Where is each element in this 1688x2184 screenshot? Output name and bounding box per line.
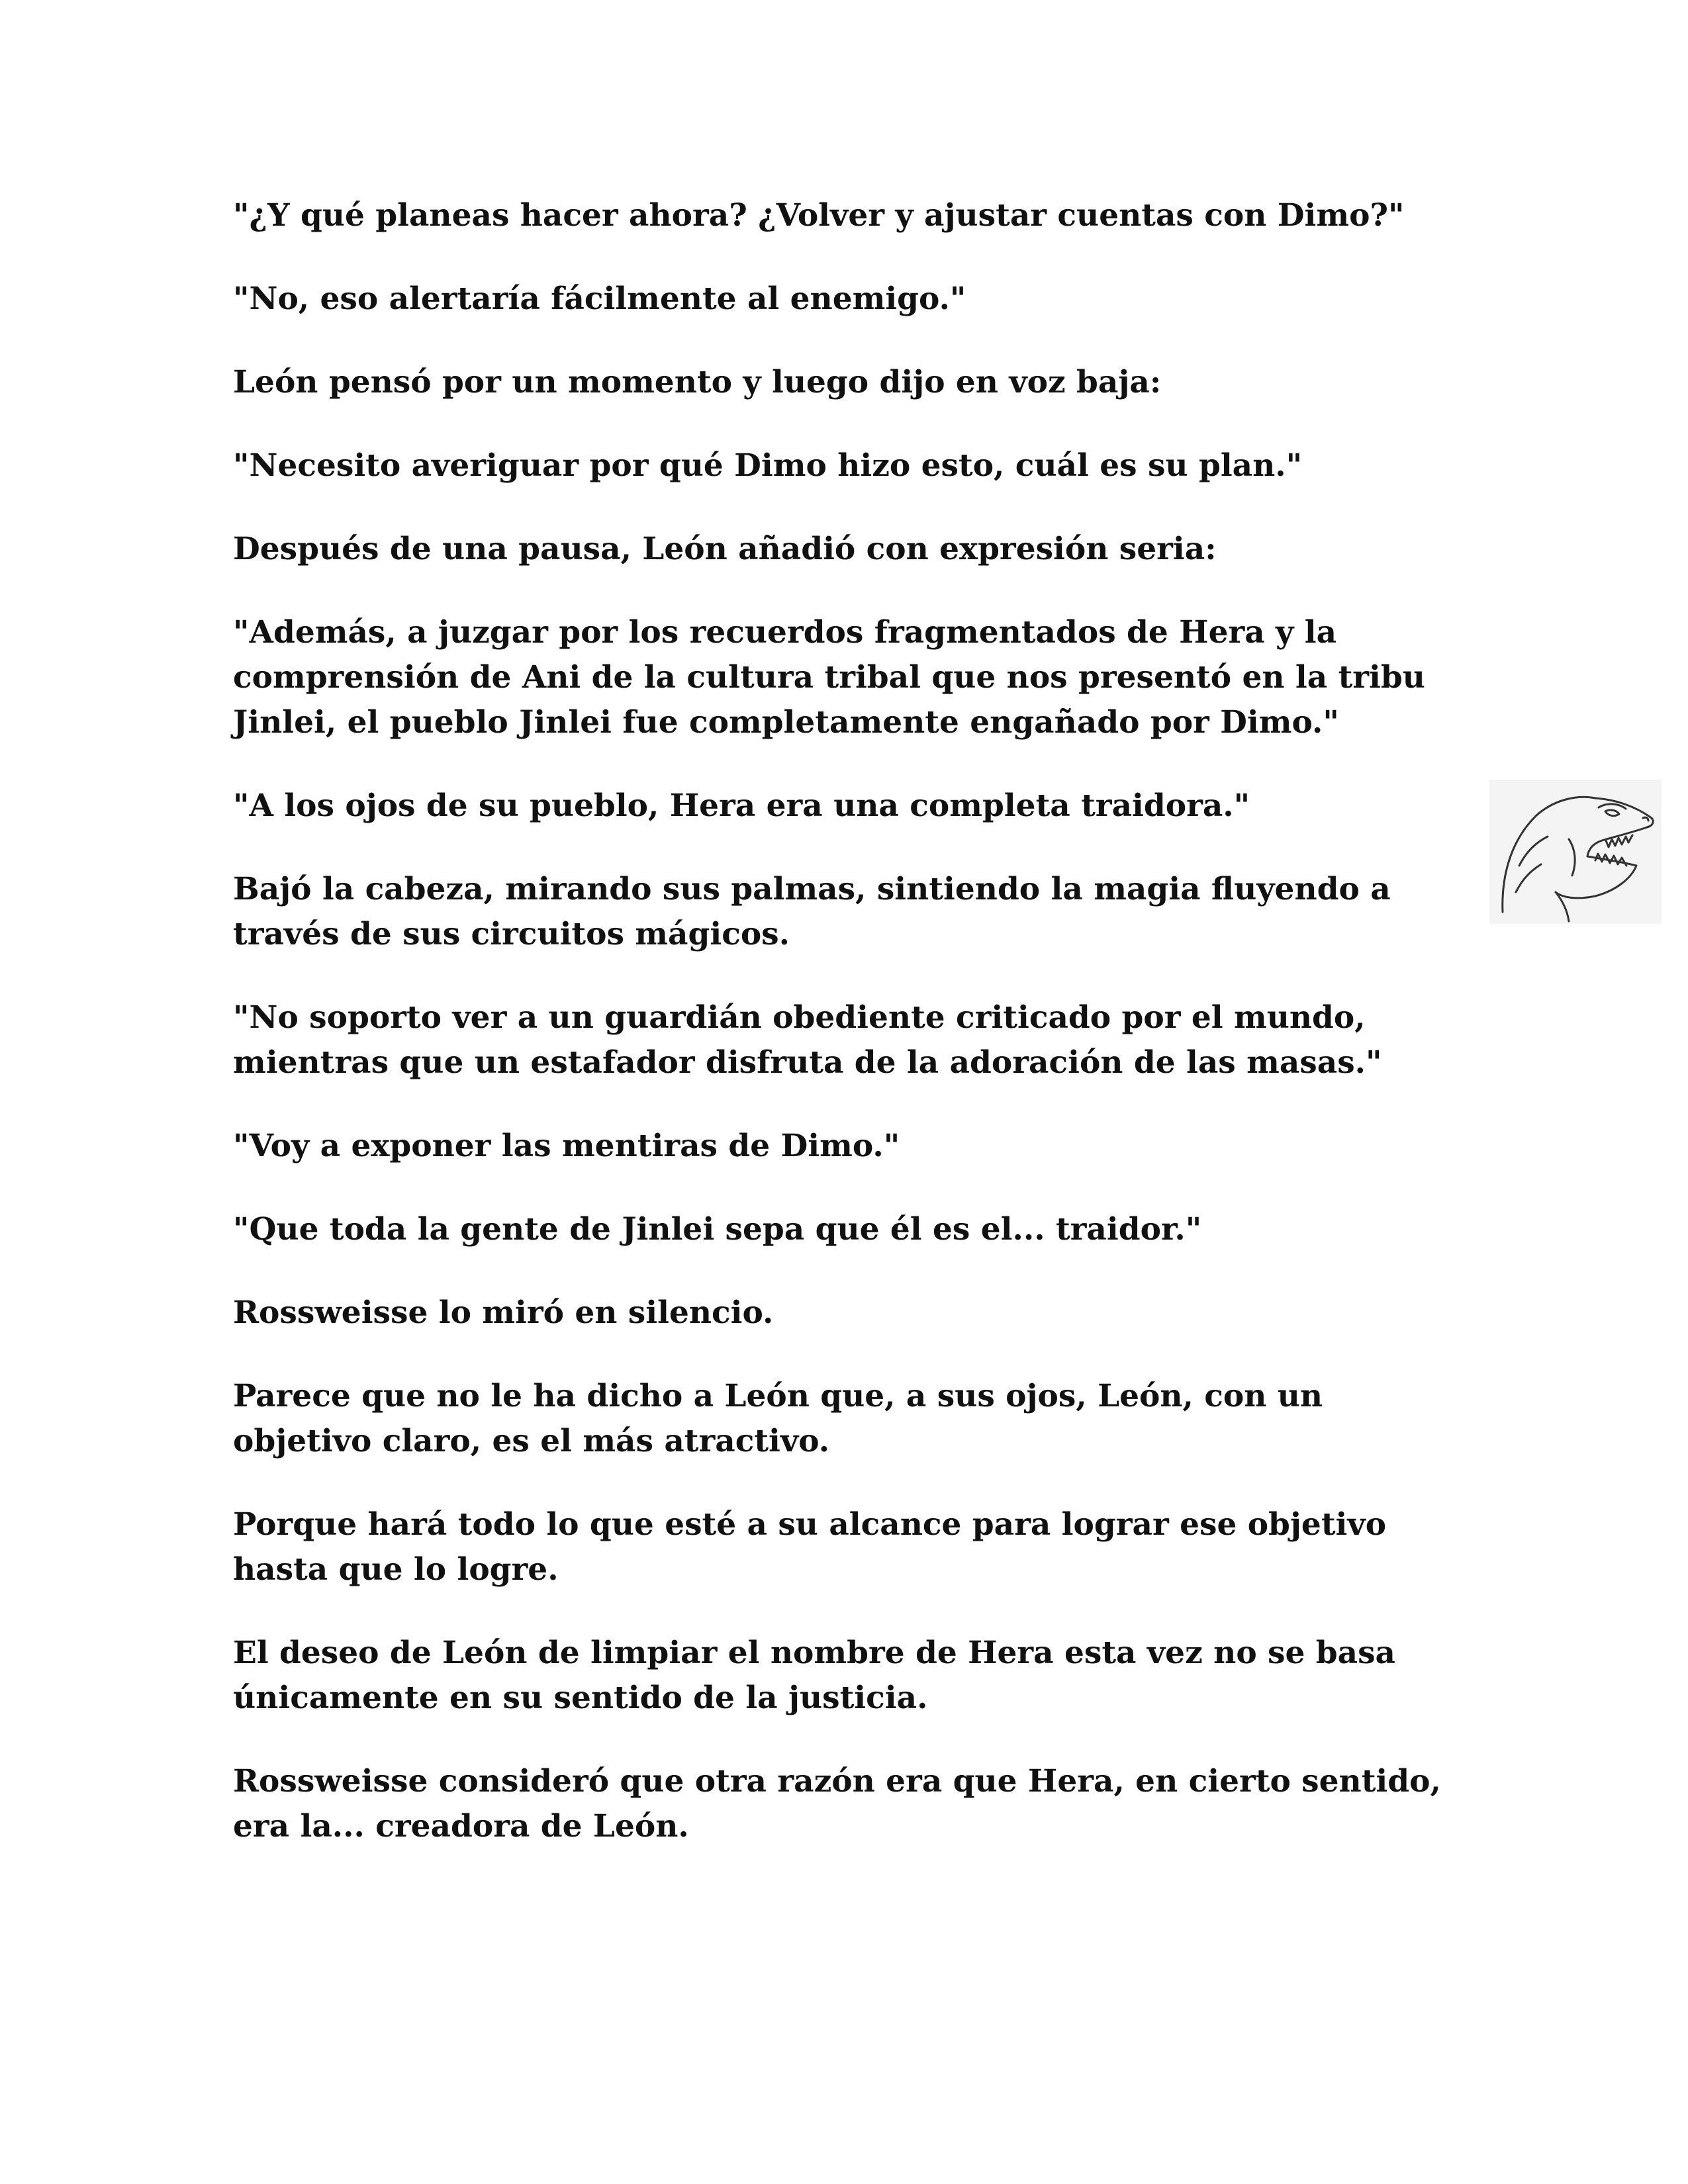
dinosaur-sketch-icon xyxy=(1489,780,1662,924)
paragraph: "Que toda la gente de Jinlei sepa que él es el... traidor." xyxy=(233,1211,1202,1248)
paragraph: Rossweisse consideró que otra razón era que Hera, en cierto sentido, era la... creadora de León. xyxy=(233,1763,1441,1844)
paragraph: León pensó por un momento y luego dijo en voz baja: xyxy=(233,364,1162,400)
paragraph: "No soporto ver a un guardián obediente criticado por el mundo, mientras que un estafador disfruta de la adoración de las masas." xyxy=(233,999,1382,1081)
paragraph: "Voy a exponer las mentiras de Dimo." xyxy=(233,1128,900,1164)
paragraph: "Además, a juzgar por los recuerdos fragmentados de Hera y la comprensión de Ani de la cultura tribal que nos presentó en la tribu Jinlei, el pueblo Jinlei fue completamente engañado por Dimo." xyxy=(233,614,1425,741)
paragraph: Porque hará todo lo que esté a su alcance para lograr ese objetivo hasta que lo logre. xyxy=(233,1506,1387,1588)
paragraph: Rossweisse lo miró en silencio. xyxy=(233,1295,774,1331)
paragraph: "A los ojos de su pueblo, Hera era una completa traidora." xyxy=(233,788,1250,824)
paragraph: Bajó la cabeza, mirando sus palmas, sintiendo la magia fluyendo a través de sus circuitos mágicos. xyxy=(233,871,1391,952)
paragraph: "¿Y qué planeas hacer ahora? ¿Volver y ajustar cuentas con Dimo?" xyxy=(233,197,1405,234)
paragraph: Parece que no le ha dicho a León que, a sus ojos, León, con un objetivo claro, es el más atractivo. xyxy=(233,1378,1323,1459)
story-text xyxy=(233,193,1458,1888)
paragraph: Después de una pausa, León añadió con expresión seria: xyxy=(233,531,1217,567)
paragraph: El deseo de León de limpiar el nombre de Hera esta vez no se basa únicamente en su sentido de la justicia. xyxy=(233,1635,1395,1716)
paragraph: "Necesito averiguar por qué Dimo hizo esto, cuál es su plan." xyxy=(233,447,1303,484)
paragraph: "No, eso alertaría fácilmente al enemigo." xyxy=(233,281,966,317)
